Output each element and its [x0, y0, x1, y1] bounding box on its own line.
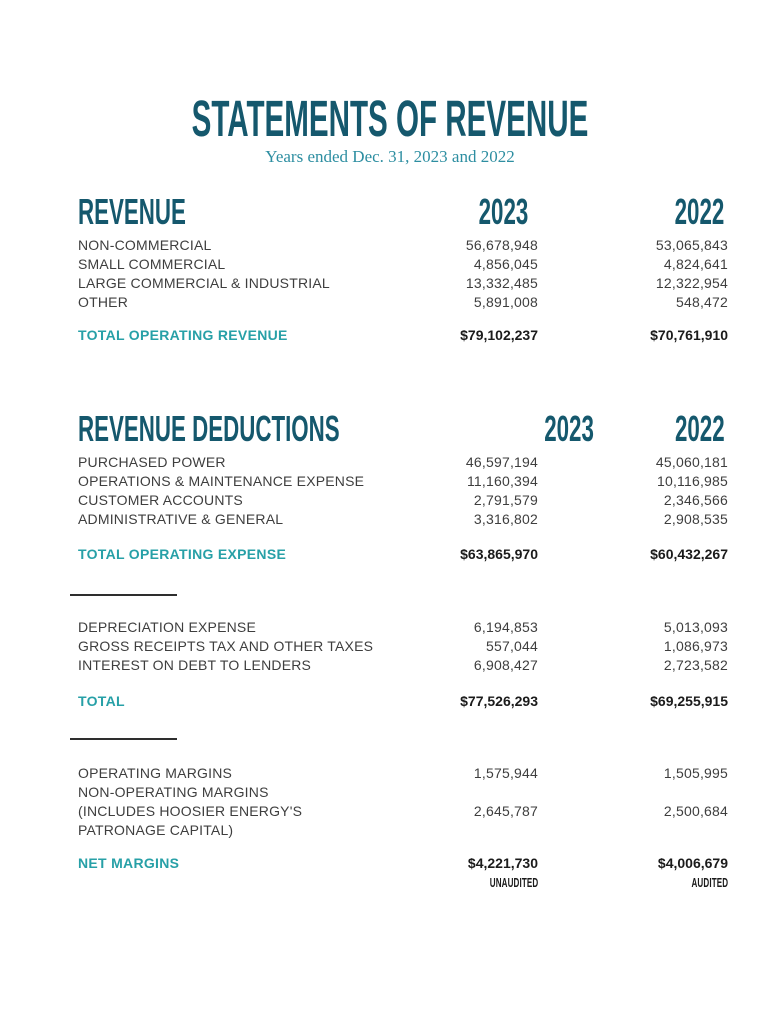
- table-row: [78, 472, 728, 491]
- row-label: CUSTOMER ACCOUNTS: [78, 492, 243, 508]
- total-label: TOTAL OPERATING REVENUE: [78, 327, 288, 343]
- total-operating-expense-row: [78, 545, 728, 564]
- row-label: INTEREST ON DEBT TO LENDERS: [78, 657, 312, 673]
- statement-body: [0, 193, 780, 890]
- row-label: DEPRECIATION EXPENSE: [78, 619, 257, 635]
- row-value-2023: 13,332,485: [465, 275, 538, 291]
- row-value-2022: 2,346,566: [663, 492, 728, 508]
- row-value-2022: 1,086,973: [663, 638, 728, 654]
- table-row: [78, 274, 728, 293]
- row-value-2022: 4,824,641: [663, 256, 728, 272]
- row-label: NON-OPERATING MARGINS: [78, 784, 269, 800]
- table-row: [78, 618, 728, 637]
- revenue-col-2023-header: 2023: [478, 191, 529, 232]
- row-value-2023: 3,316,802: [473, 511, 538, 527]
- revenue-heading: REVENUE: [78, 191, 186, 232]
- row-value-2022: 5,013,093: [663, 619, 728, 635]
- deductions-section-header: [78, 410, 728, 448]
- row-value-2022: 45,060,181: [655, 454, 728, 470]
- row-value-2022: 10,116,985: [656, 473, 728, 489]
- section-divider: [70, 738, 177, 740]
- table-row: [78, 783, 728, 802]
- row-value-2023: 46,597,194: [465, 454, 538, 470]
- row-value-2023: 11,160,394: [466, 473, 538, 489]
- table-row: [78, 656, 728, 675]
- row-value-2022: 2,500,684: [663, 803, 728, 819]
- row-label: ADMINISTRATIVE & GENERAL: [78, 511, 284, 527]
- row-label: SMALL COMMERCIAL: [78, 256, 226, 272]
- audited-label: AUDITED: [691, 875, 728, 890]
- row-label: NON-COMMERCIAL: [78, 237, 212, 253]
- row-value-2022: [538, 821, 728, 840]
- row-value-2022: 2,908,535: [663, 511, 728, 527]
- total-operating-revenue-row: [78, 326, 728, 345]
- row-label: OTHER: [78, 294, 128, 310]
- total-value-2022: $60,432,267: [650, 546, 728, 562]
- table-row: [78, 821, 728, 840]
- deductions-rows: [78, 453, 728, 529]
- row-value-2023: [398, 821, 538, 840]
- total-value-2023: $63,865,970: [460, 546, 538, 562]
- table-row: [78, 637, 728, 656]
- row-value-2023: 1,575,944: [473, 765, 538, 781]
- total-value-2023: $77,526,293: [460, 693, 538, 709]
- row-label: OPERATING MARGINS: [78, 765, 233, 781]
- row-value-2023: 2,645,787: [473, 803, 538, 819]
- margin-rows: [78, 764, 728, 840]
- section-divider: [70, 594, 177, 596]
- row-label: (INCLUDES HOOSIER ENERGY'S: [78, 803, 303, 819]
- total-value-2022: $69,255,915: [650, 693, 728, 709]
- total-value-2022: $70,761,910: [650, 327, 728, 343]
- table-row: [78, 491, 728, 510]
- total-label: TOTAL: [78, 693, 125, 709]
- total-label: NET MARGINS: [78, 855, 180, 871]
- deductions-heading: REVENUE DEDUCTIONS: [78, 408, 340, 449]
- revenue-section-header: [78, 193, 728, 231]
- table-row: [78, 236, 728, 255]
- row-label: GROSS RECEIPTS TAX AND OTHER TAXES: [78, 638, 374, 654]
- net-margins-row: [78, 854, 728, 873]
- row-value-2023: 557,044: [485, 638, 538, 654]
- table-row: [78, 453, 728, 472]
- row-value-2023: 2,791,579: [473, 492, 538, 508]
- total-value-2022: $4,006,679: [657, 855, 728, 871]
- total-label: TOTAL OPERATING EXPENSE: [78, 546, 287, 562]
- row-value-2022: 1,505,995: [663, 765, 728, 781]
- table-row: [78, 293, 728, 312]
- row-value-2022: 2,723,582: [663, 657, 728, 673]
- row-label: LARGE COMMERCIAL & INDUSTRIAL: [78, 275, 330, 291]
- row-value-2022: 548,472: [675, 294, 728, 310]
- page-subtitle: Years ended Dec. 31, 2023 and 2022: [265, 147, 515, 166]
- table-row: [78, 255, 728, 274]
- other-deduction-rows: [78, 618, 728, 675]
- page-title: STATEMENTS OF REVENUE: [191, 90, 589, 147]
- row-label: OPERATIONS & MAINTENANCE EXPENSE: [78, 473, 365, 489]
- row-value-2023: 6,908,427: [473, 657, 538, 673]
- row-value-2022: 12,322,954: [655, 275, 728, 291]
- unaudited-label: UNAUDITED: [489, 875, 538, 890]
- row-value-2022: 53,065,843: [655, 237, 728, 253]
- revenue-col-2022-header: 2022: [674, 191, 725, 232]
- row-value-2023: 4,856,045: [473, 256, 538, 272]
- deductions-col-2023-header: 2023: [544, 408, 594, 449]
- table-row: [78, 510, 728, 529]
- row-value-2023: 6,194,853: [473, 619, 538, 635]
- row-label: PATRONAGE CAPITAL): [78, 822, 234, 838]
- table-row: [78, 764, 728, 783]
- row-value-2022: [538, 783, 728, 802]
- row-value-2023: [398, 783, 538, 802]
- deductions-col-2022-header: 2022: [674, 408, 725, 449]
- row-value-2023: 5,891,008: [473, 294, 538, 310]
- row-label: PURCHASED POWER: [78, 454, 226, 470]
- total-value-2023: $4,221,730: [467, 855, 538, 871]
- revenue-rows: [78, 236, 728, 312]
- audit-status-row: [78, 876, 728, 890]
- total-row: [78, 692, 728, 711]
- table-row: [78, 802, 728, 821]
- total-value-2023: $79,102,237: [460, 327, 538, 343]
- row-value-2023: 56,678,948: [465, 237, 538, 253]
- document-header: [0, 0, 780, 167]
